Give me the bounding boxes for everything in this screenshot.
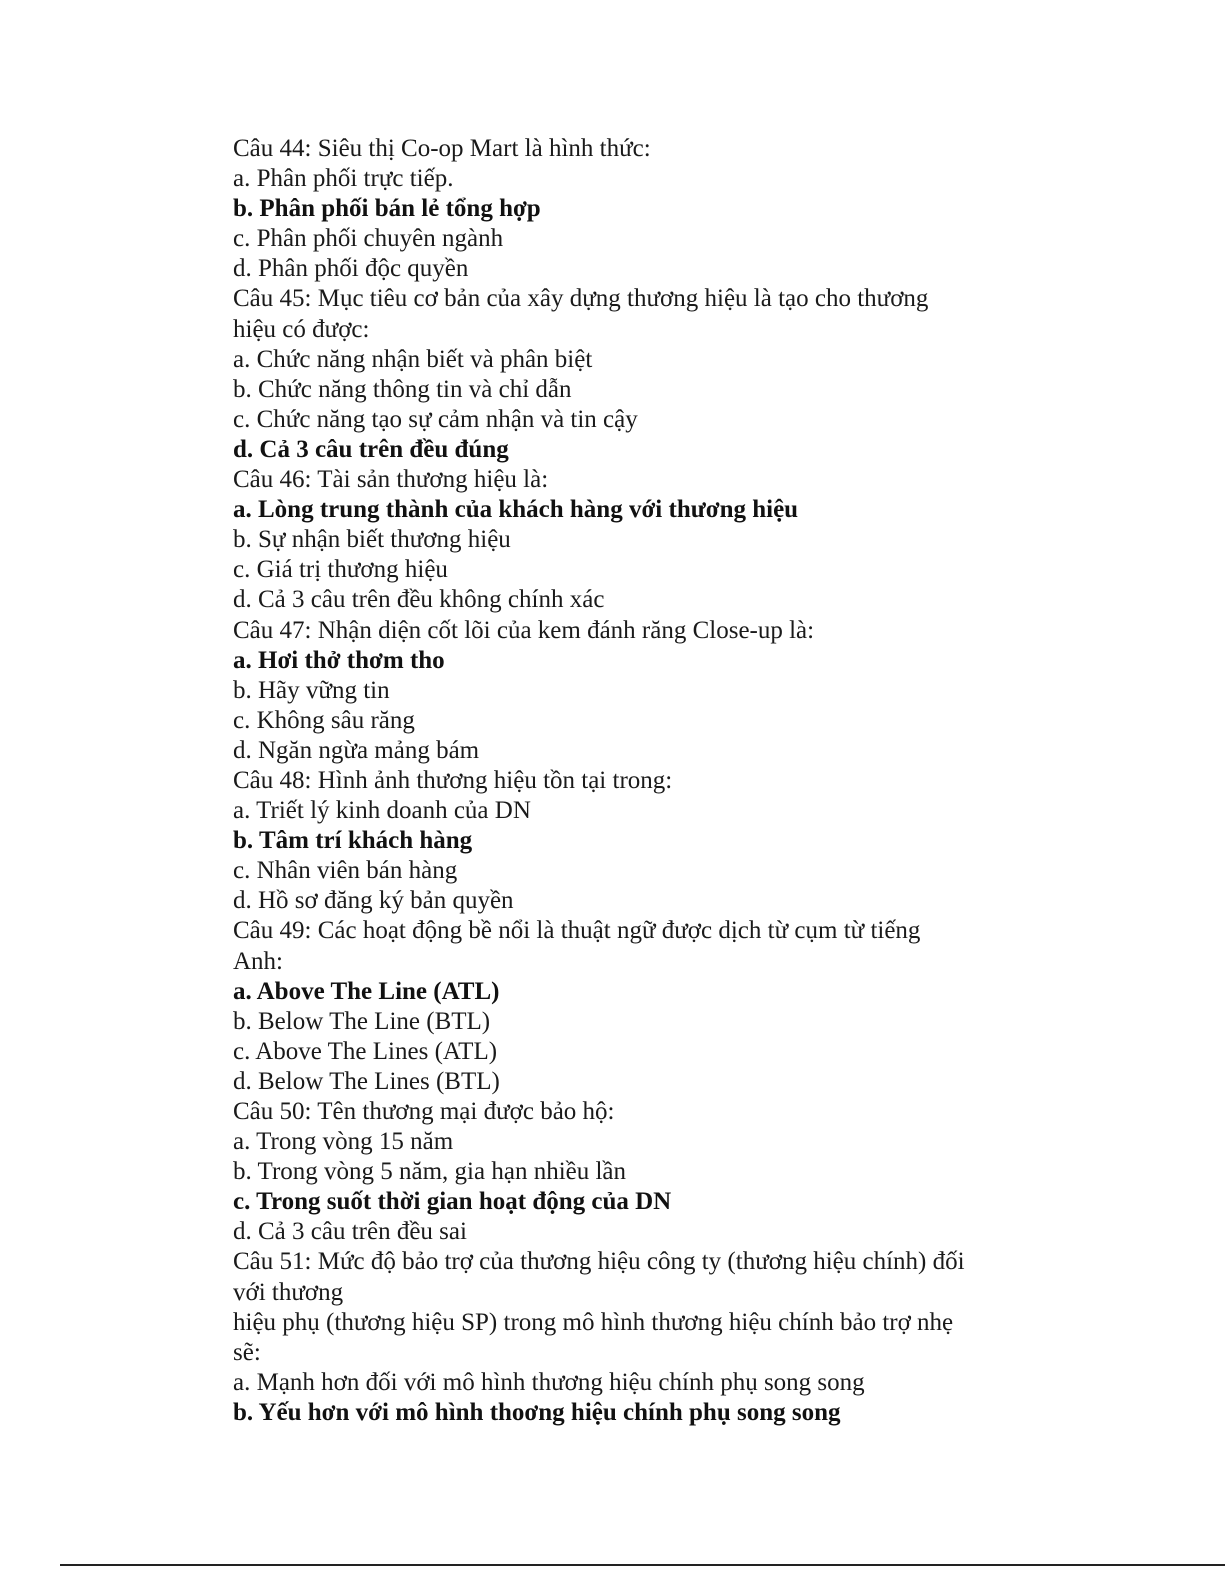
text-line: c. Không sâu răng [233, 706, 415, 734]
document-body [233, 134, 1013, 1428]
text-line: d. Phân phối độc quyền [233, 255, 469, 283]
text-line: c. Giá trị thương hiệu [233, 556, 448, 584]
text-line: d. Cả 3 câu trên đều không chính xác [233, 586, 605, 614]
text-line: Câu 46: Tài sản thương hiệu là: [233, 466, 549, 494]
text-line: d. Hồ sơ đăng ký bản quyền [233, 887, 514, 915]
text-line: Câu 45: Mục tiêu cơ bản của xây dựng thương hiệu là tạo cho thương [233, 285, 929, 313]
text-line: c. Phân phối chuyên ngành [233, 225, 504, 253]
text-line: c. Nhân viên bán hàng [233, 857, 458, 885]
text-line: c. Above The Lines (ATL) [233, 1037, 498, 1065]
answer-line-correct: b. Tâm trí khách hàng [233, 827, 473, 855]
text-line: hiệu phụ (thương hiệu SP) trong mô hình thương hiệu chính bảo trợ nhẹ [233, 1308, 954, 1336]
text-line: Câu 50: Tên thương mại được bảo hộ: [233, 1098, 615, 1125]
text-line: c. Chức năng tạo sự cảm nhận và tin cậy [233, 405, 638, 433]
text-line: b. Trong vòng 5 năm, gia hạn nhiều lần [233, 1158, 627, 1186]
text-line: với thương [233, 1278, 344, 1306]
text-line: sẽ: [233, 1338, 261, 1366]
text-line: a. Trong vòng 15 năm [233, 1128, 454, 1156]
text-line: b. Chức năng thông tin và chỉ dẫn [233, 375, 572, 403]
answer-line-correct: a. Above The Line (ATL) [233, 977, 500, 1005]
answer-line-correct: c. Trong suốt thời gian hoạt động của DN [233, 1188, 672, 1216]
text-line: d. Below The Lines (BTL) [233, 1067, 500, 1095]
answer-line-correct: d. Cả 3 câu trên đều đúng [233, 435, 509, 463]
answer-line-correct: b. Phân phối bán lẻ tổng hợp [233, 195, 541, 223]
text-line: Câu 49: Các hoạt động bề nổi là thuật ngữ được dịch từ cụm từ tiếng [233, 917, 921, 945]
text-line: b. Sự nhận biết thương hiệu [233, 526, 511, 554]
page-bottom-rule [60, 1564, 1225, 1566]
text-line: Anh: [233, 947, 283, 975]
text-line: b. Hãy vững tin [233, 676, 390, 704]
text-line: b. Below The Line (BTL) [233, 1007, 491, 1035]
answer-line-correct: a. Lòng trung thành của khách hàng với thương hiệu [233, 496, 799, 524]
text-line: d. Ngăn ngừa mảng bám [233, 736, 480, 764]
answer-line-correct: a. Hơi thở thơm tho [233, 646, 445, 674]
text-line: hiệu có được: [233, 315, 370, 343]
text-line: Câu 44: Siêu thị Co-op Mart là hình thức: [233, 135, 651, 162]
text-line: Câu 47: Nhận diện cốt lõi của kem đánh răng Close-up là: [233, 616, 815, 644]
text-line: Câu 51: Mức độ bảo trợ của thương hiệu công ty (thương hiệu chính) đối [233, 1248, 965, 1276]
answer-line-correct: b. Yếu hơn với mô hình thoơng hiệu chính phụ song song [233, 1398, 841, 1426]
text-line: a. Phân phối trực tiếp. [233, 165, 454, 193]
text-line: a. Chức năng nhận biết và phân biệt [233, 345, 593, 373]
text-line: a. Triết lý kinh doanh của DN [233, 797, 531, 825]
text-line: Câu 48: Hình ảnh thương hiệu tồn tại trong: [233, 766, 673, 794]
text-line: a. Mạnh hơn đối với mô hình thương hiệu chính phụ song song [233, 1368, 865, 1396]
text-line: d. Cả 3 câu trên đều sai [233, 1218, 467, 1246]
